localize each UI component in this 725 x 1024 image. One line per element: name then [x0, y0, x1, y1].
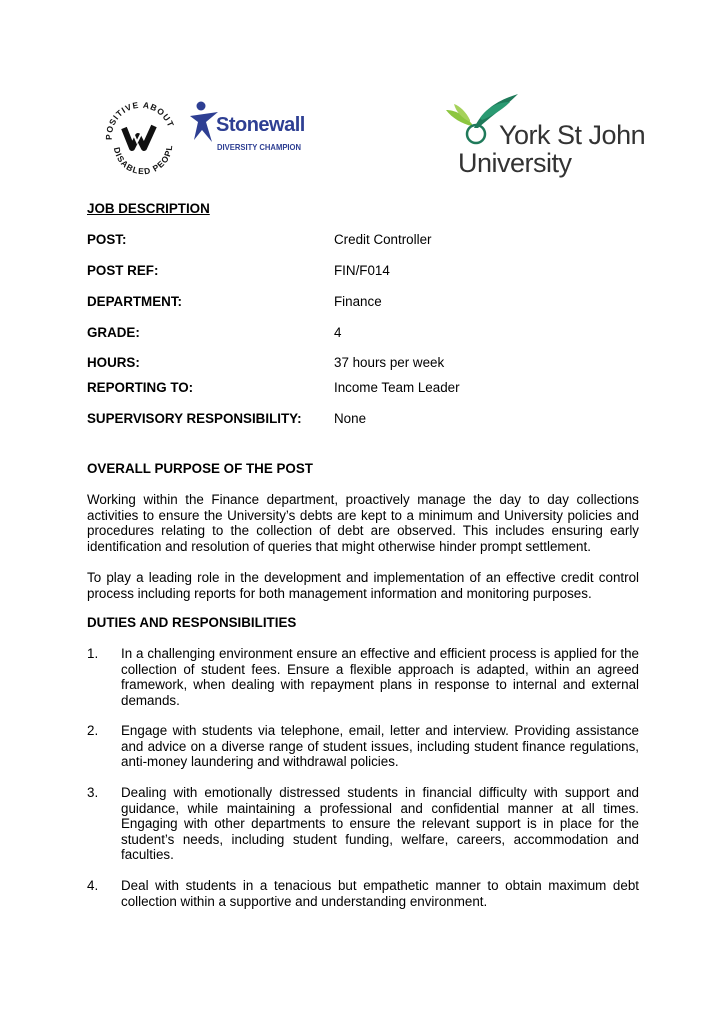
field-value-supervisory: None — [334, 411, 367, 426]
duty-text: Engage with students via telephone, email, letter and interview. Providing assistance and advice on a diverse range of student issues, including student finance regulations, anti-money laundering and withdrawal policies. — [121, 723, 639, 770]
field-label-hours: HOURS: — [87, 355, 140, 370]
duty-text: In a challenging environment ensure an effective and efficient process is applied for the collection of student fees. Ensure a flexible approach is adapted, within an agreed framework, when dealing with repayment plans in response to internal and external demands. — [121, 646, 639, 708]
duties-heading: DUTIES AND RESPONSIBILITIES — [87, 615, 297, 630]
duty-number: 3. — [87, 785, 99, 800]
pdp-text-top: POSITIVE ABOUT — [103, 99, 177, 141]
positive-about-disabled-people-logo — [100, 96, 182, 178]
pdp-text-bottom: DISABLED PEOPL — [111, 143, 175, 177]
field-label-grade: GRADE: — [87, 325, 140, 340]
field-label-reporting-to: REPORTING TO: — [87, 380, 194, 395]
duty-number: 2. — [87, 723, 99, 738]
york-st-john-university-logo — [444, 88, 646, 184]
purpose-heading: OVERALL PURPOSE OF THE POST — [87, 461, 313, 476]
duty-text: Dealing with emotionally distressed students in financial difficulty with support and guidance, while maintaining a professional and confidential manner at all times. Engaging with other departments to ensure the relevant support is in place for the student’s needs, including student funding, welfare, careers, accommodation and faculties. — [121, 785, 639, 863]
stonewall-name: Stonewall — [216, 114, 305, 136]
duty-text: Deal with students in a tenacious but empathetic manner to obtain maximum debt collection within a supportive and understanding environment. — [121, 878, 639, 909]
ysj-name-line1: York St John — [499, 120, 646, 150]
purpose-paragraph-2: To play a leading role in the development and implementation of an effective credit control process including reports for both management information and monitoring purposes. — [87, 570, 639, 601]
field-value-reporting-to: Income Team Leader — [334, 380, 460, 395]
field-value-post: Credit Controller — [334, 232, 432, 247]
field-label-department: DEPARTMENT: — [87, 294, 182, 309]
duty-number: 1. — [87, 646, 99, 661]
field-label-supervisory: SUPERVISORY RESPONSIBILITY: — [87, 411, 302, 426]
document-heading: JOB DESCRIPTION — [87, 201, 210, 216]
duty-number: 4. — [87, 878, 99, 893]
field-label-post-ref: POST REF: — [87, 263, 159, 278]
field-value-hours: 37 hours per week — [334, 355, 445, 370]
field-value-grade: 4 — [334, 325, 342, 340]
purpose-paragraph-1: Working within the Finance department, proactively manage the day to day collections activities to ensure the University’s debts are kept to a minimum and University policies and procedures relating to the collection of debt are observed. This includes ensuring early identification and resolution of queries that might otherwise hinder prompt settlement. — [87, 492, 639, 554]
logo-strip — [0, 88, 725, 188]
field-label-post: POST: — [87, 232, 127, 247]
field-value-post-ref: FIN/F014 — [334, 263, 390, 278]
field-value-department: Finance — [334, 294, 382, 309]
ysj-name-line2: University — [458, 148, 572, 178]
stonewall-subtitle: DIVERSITY CHAMPION — [217, 142, 302, 152]
